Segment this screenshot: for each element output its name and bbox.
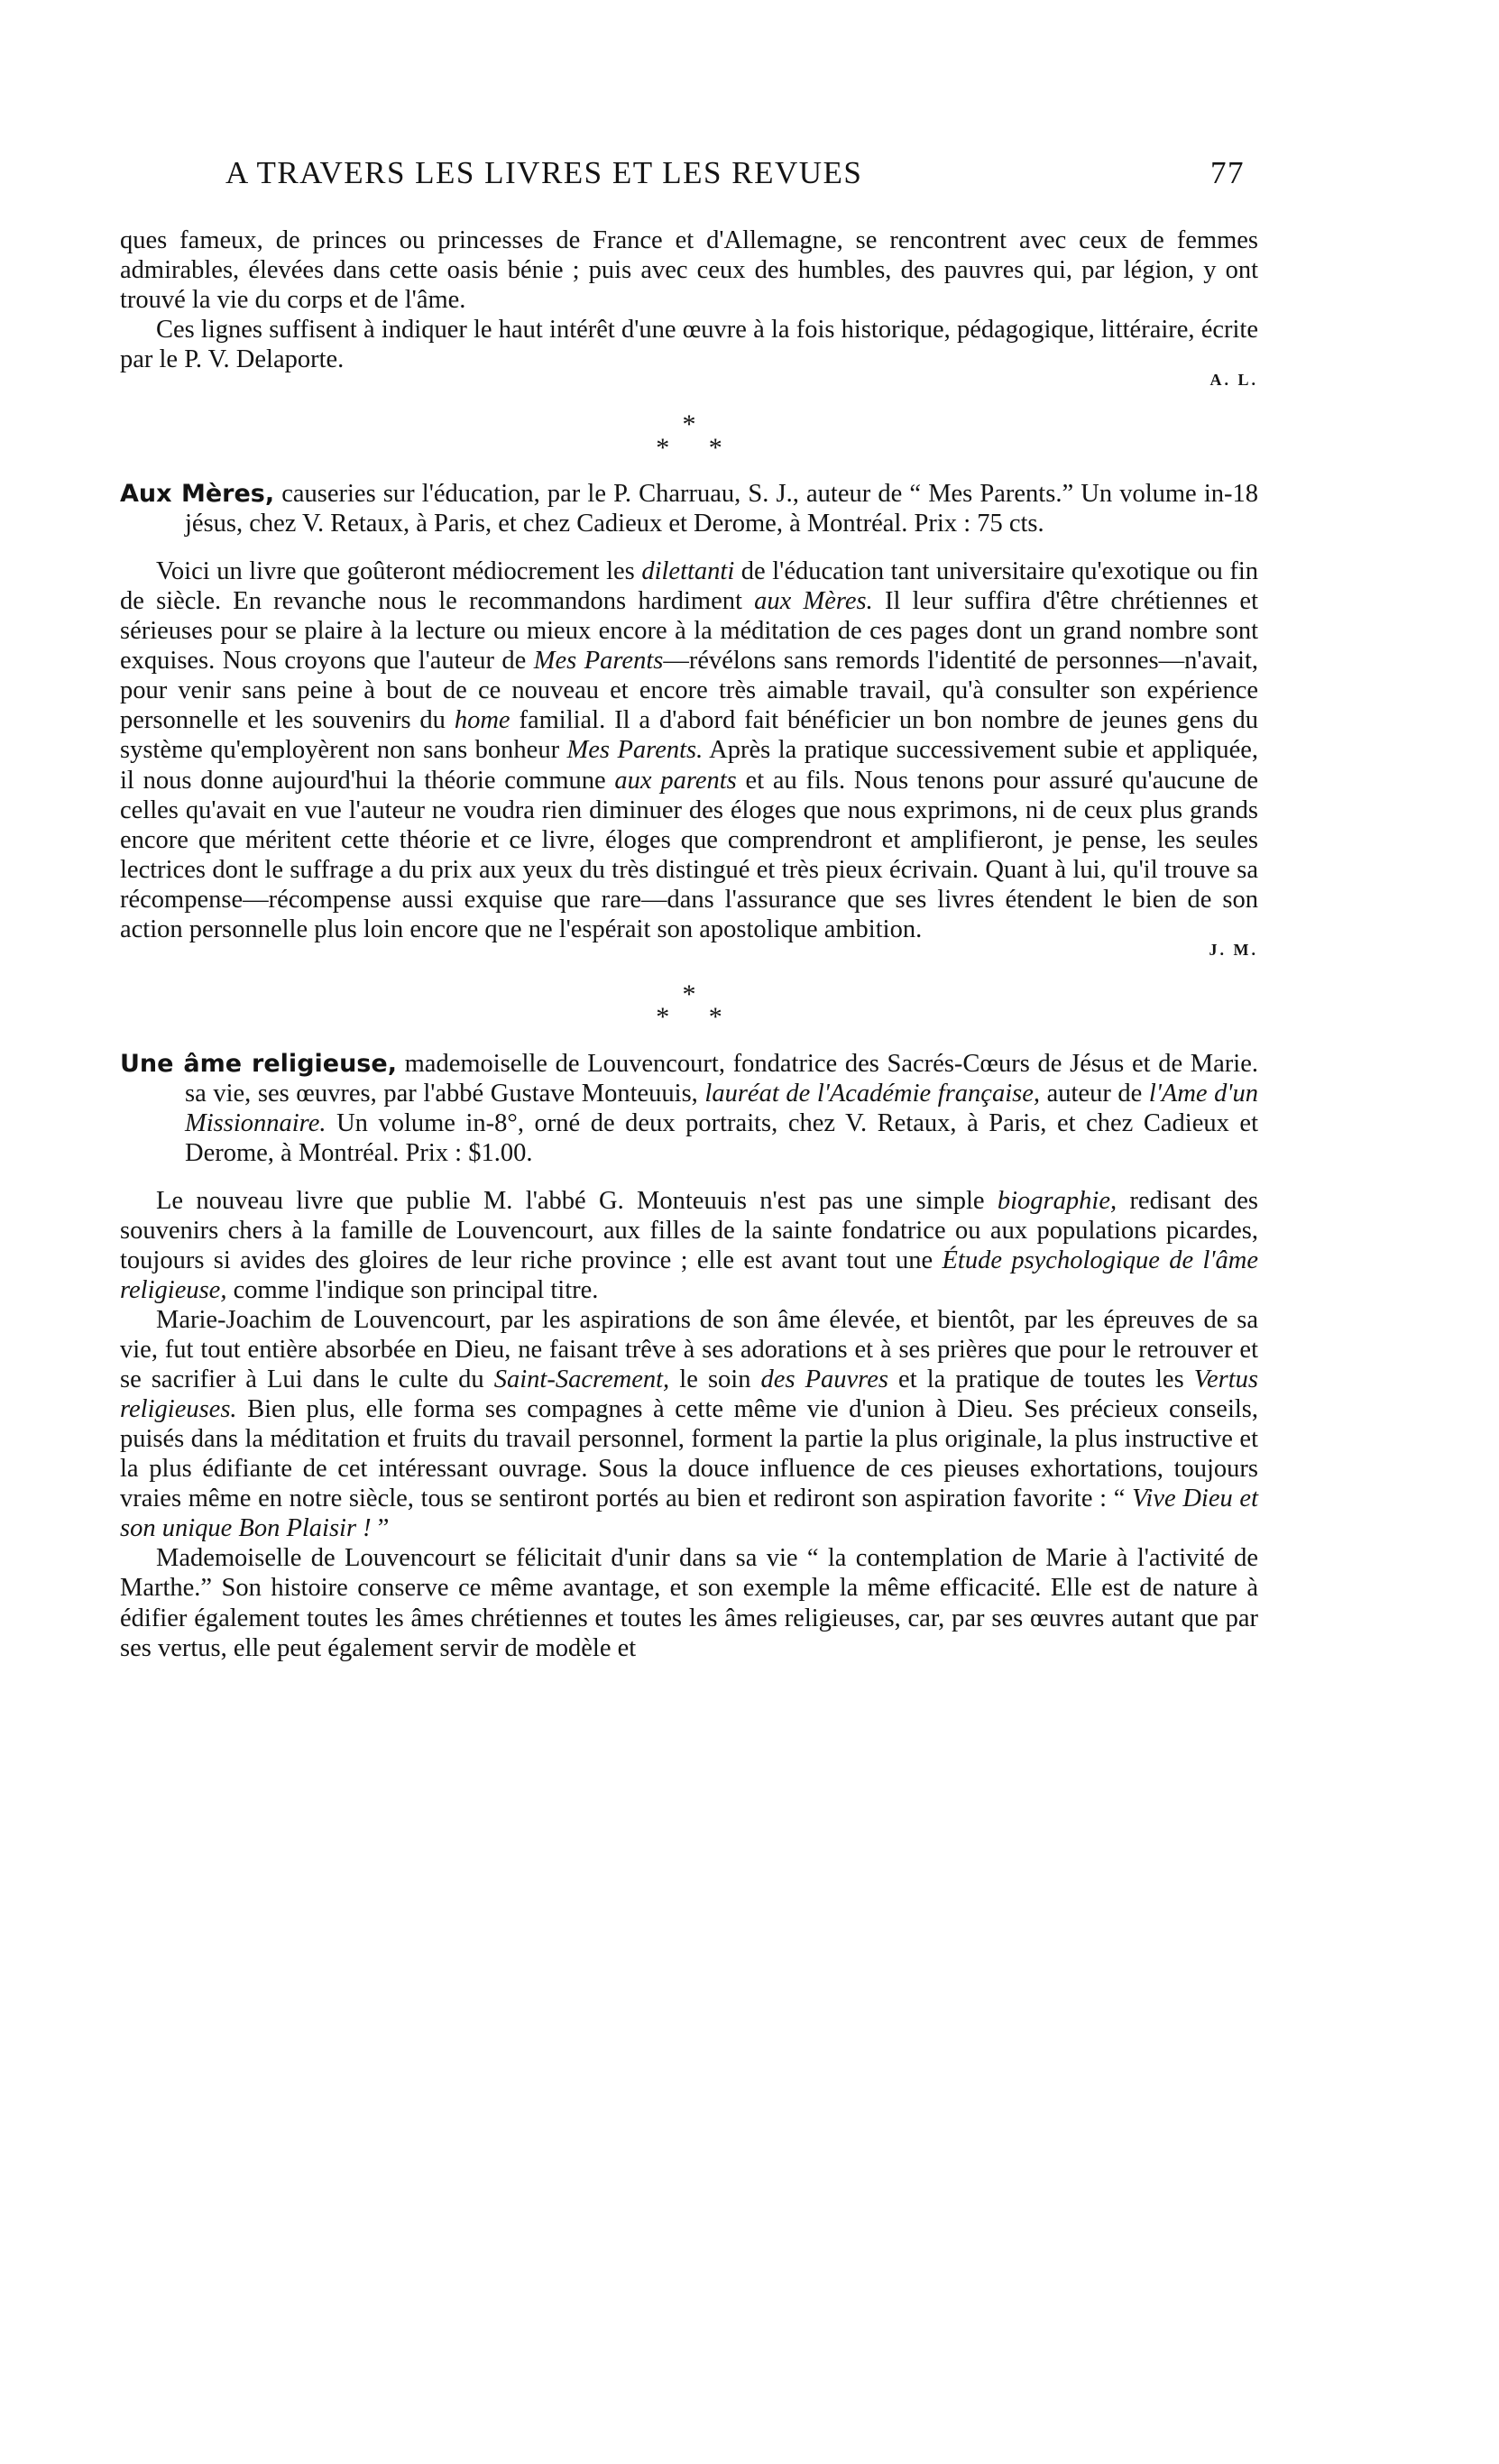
- review-3-bibliographic-entry: Une âme religieuse, mademoiselle de Louvencourt, fondatrice des Sacrés-Cœurs de Jésus et de Marie. sa vie, ses œuvres, par l'abbé Gustave Monteuuis, lauréat de l'Académie française, auteur de l'Ame d'un Missionnaire. Un volume in-8°, orné de deux portraits, chez V. Retaux, à Paris, et chez Cadieux et Derome, à Montréal. Prix : $1.00.: [120, 1049, 1259, 1167]
- asterism-bottom: * *: [656, 1002, 739, 1033]
- asterism-top: *: [682, 979, 696, 1009]
- review-2-signature: J. M.: [1209, 940, 1258, 959]
- review-3-heading: Une âme religieuse,: [120, 1049, 397, 1078]
- review-2-heading: Aux Mères,: [120, 480, 275, 509]
- review-3-paragraph-2: Marie-Joachim de Louvencourt, par les aspirations de son âme élevée, et bientôt, par les épreuves de sa vie, fut tout entière absorbée en Dieu, ne faisant trêve à ses adorations et à ses prières que pour le retrouver et se sacrifier à Lui dans le culte du Saint-Sacrement, le soin des Pauvres et la pratique de toutes les Vertus religieuses. Bien plus, elle forma ses compagnes à cette même vie d'union à Dieu. Ses précieux conseils, puisés dans la méditation et fruits du travail personnel, forment la partie la plus originale, la plus instructive et la plus édifiante de cet intéressant ouvrage. Sous la douce influence de ces pieuses exhortations, toujours vraies même en notre siècle, tous se sentiront portés au bien et rediront son aspiration favorite : “ Vive Dieu et son unique Bon Plaisir ! ”: [120, 1306, 1259, 1543]
- asterism-separator: [120, 409, 1258, 463]
- asterism-separator: [120, 979, 1258, 1033]
- review-1-continuation: ques fameux, de princes ou princesses de France et d'Allemagne, se rencontrent avec ceux de femmes admirables, élevées dans cette oasis bénie ; puis avec ceux des humbles, des pauvres qui, par légion, y ont trouvé la vie du corps et de l'âme.: [120, 226, 1258, 315]
- review-2-bibliographic-entry: Aux Mères, causeries sur l'éducation, par le P. Charruau, S. J., auteur de “ Mes Parents.” Un volume in-18 jésus, chez V. Retaux, à Paris, et chez Cadieux et Derome, à Montréal. Prix : 75 cts.: [120, 480, 1258, 538]
- page-body: [120, 225, 1258, 1663]
- asterism-bottom: * *: [656, 432, 739, 463]
- running-header: [225, 155, 1245, 198]
- review-3-paragraph-3: Mademoiselle de Louvencourt se félicitait d'unir dans sa vie “ la contemplation de Marie à l'activité de Marthe.” Son histoire conserve ce même avantage, et son exemple la même efficacité. Elle est de nature à édifier également toutes les âmes chrétiennes et toutes les âmes religieuses, car, par ses œuvres autant que par ses vertus, elle peut également servir de modèle et: [120, 1544, 1258, 1662]
- review-3-paragraph-1: Le nouveau livre que publie M. l'abbé G. Monteuuis n'est pas une simple biographie, redisant des souvenirs chers à la famille de Louvencourt, aux filles de la sainte fondatrice ou aux populations picardes, toujours si avides des gloires de leur riche province ; elle est avant tout une Étude psychologique de l'âme religieuse, comme l'indique son principal titre.: [120, 1186, 1258, 1305]
- review-1-closing: Ces lignes suffisent à indiquer le haut intérêt d'une œuvre à la fois historique, pédagogique, littéraire, écrite par le P. V. Delaporte.: [120, 316, 1258, 374]
- running-title: A TRAVERS LES LIVRES ET LES REVUES: [225, 155, 863, 190]
- review-2-body: Voici un livre que goûteront médiocrement les dilettanti de l'éducation tant universitaire qu'exotique ou fin de siècle. En revanche nous le recommandons hardiment aux Mères. Il leur suffira d'être chrétiennes et sérieuses pour se plaire à la lecture ou mieux encore à la méditation de ces pages dont un grand nombre sont exquises. Nous croyons que l'auteur de Mes Parents—révélons sans remords l'identité de personnes—n'avait, pour venir sans peine à bout de ce nouveau et encore très aimable travail, qu'à consulter son expérience personnelle et les souvenirs du home familial. Il a d'abord fait bénéficier un bon nombre de jeunes gens du système qu'employèrent non sans bonheur Mes Parents. Après la pratique successivement subie et appliquée, il nous donne aujourd'hui la théorie commune aux parents et au fils. Nous tenons pour assuré qu'aucune de celles qu'avait en vue l'auteur ne voudra rien diminuer des éloges que nous exprimons, ni de ceux plus grands encore que méritent cette théorie et ce livre, éloges que comprendront et amplifieront, je pense, les seules lectrices dont le suffrage a du prix aux yeux du très distingué et très pieux écrivain. Quant à lui, qu'il trouve sa récompense—récompense aussi exquise que rare—dans l'assurance que ses livres étendent le bien de son action personnelle plus loin encore que ne l'espérait son apostolique ambition.: [120, 557, 1258, 943]
- asterism-top: *: [682, 409, 696, 440]
- page-number: 77: [1210, 155, 1245, 190]
- review-1-signature: A. L.: [1209, 371, 1258, 390]
